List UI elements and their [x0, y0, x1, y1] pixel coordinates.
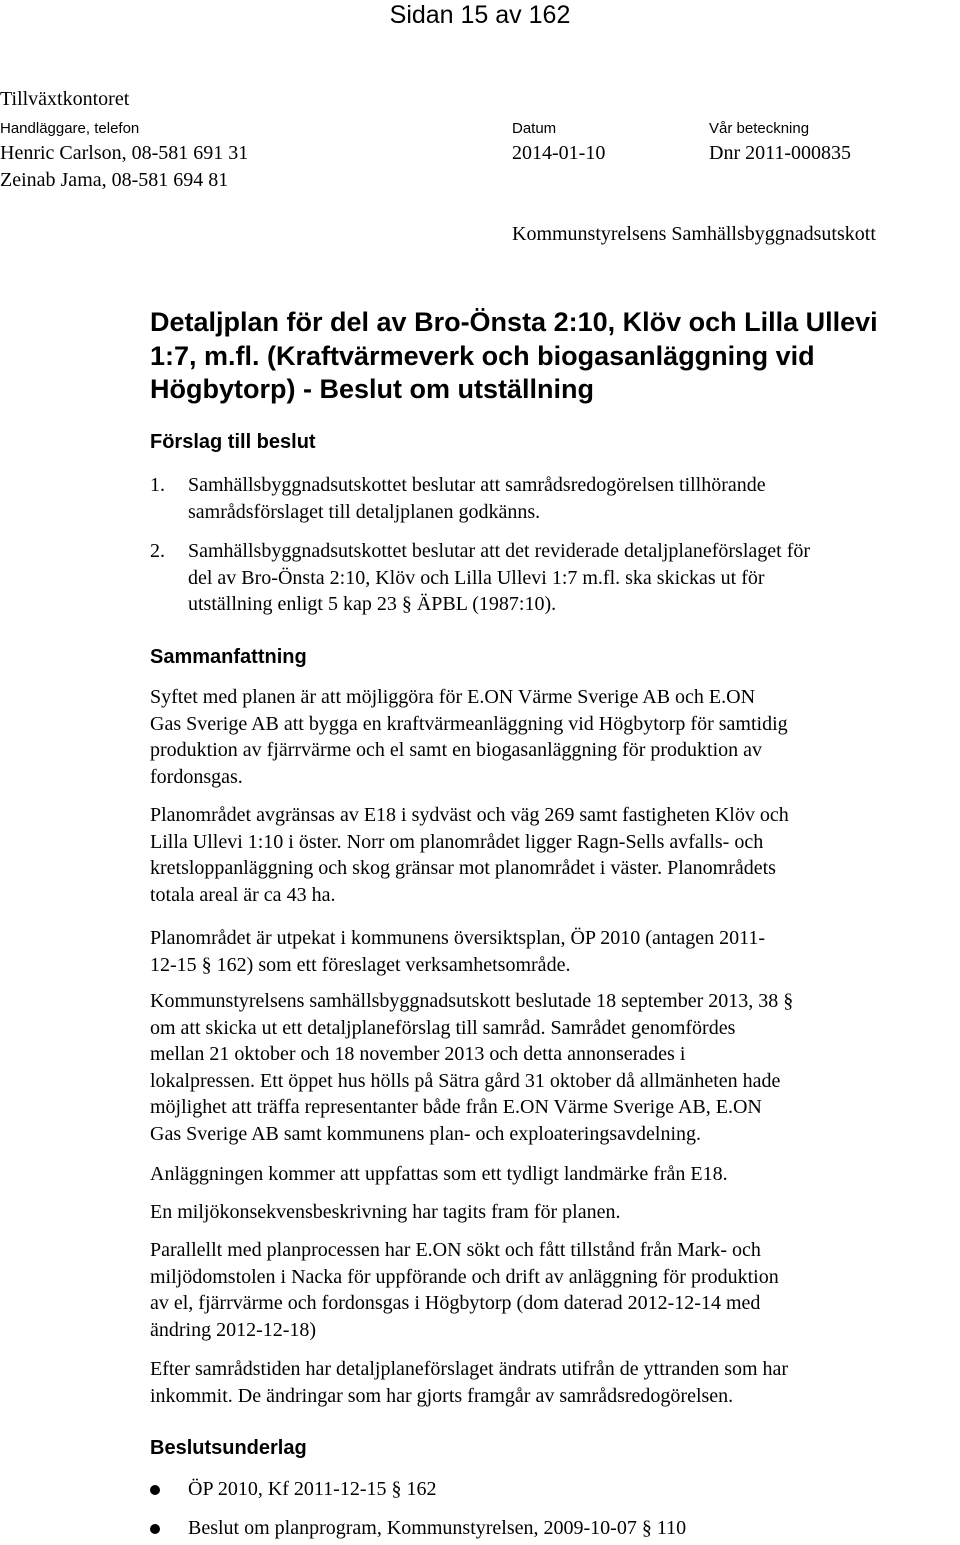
paragraph-line: Kommunstyrelsens samhällsbyggnadsutskott beslutade 18 september 2013, 38 § — [150, 990, 794, 1012]
paragraph-line: mellan 21 oktober och 18 november 2013 och detta annonserades i — [150, 1043, 686, 1065]
basis-item: Beslut om planprogram, Kommunstyrelsen, 2009-10-07 § 110 — [188, 1517, 687, 1539]
handlaggare-label: Handläggare, telefon — [0, 120, 140, 137]
handlaggare-1: Henric Carlson, 08-581 691 31 — [0, 142, 249, 164]
paragraph-line: Lilla Ullevi 1:10 i öster. Norr om planområdet ligger Ragn-Sells avfalls- och — [150, 830, 764, 853]
summary-paragraph — [150, 925, 950, 978]
paragraph-line: fordonsgas. — [150, 765, 243, 788]
paragraph-line: Anläggningen kommer att uppfattas som ett tydligt landmärke från E18. — [150, 1163, 728, 1185]
page-number: Sidan 15 av 162 — [389, 1, 571, 29]
basis-heading: Beslutsunderlag — [150, 1437, 307, 1459]
paragraph-line: av el, fjärrvärme och fordonsgas i Högbytorp (dom daterad 2012-12-14 med — [150, 1292, 761, 1314]
proposal-item-1 — [188, 472, 958, 525]
proposal-number-1: 1. — [150, 474, 165, 496]
bullet-icon — [150, 1485, 160, 1495]
summary-paragraph — [150, 988, 950, 1147]
handlaggare-2: Zeinab Jama, 08-581 694 81 — [0, 169, 229, 191]
summary-paragraph — [150, 802, 950, 908]
summary-heading: Sammanfattning — [150, 646, 307, 668]
paragraph-line: produktion av fjärrvärme och el samt en biogasanläggning för produktion av — [150, 739, 763, 761]
proposal-number-2: 2. — [150, 540, 165, 562]
proposal-item-2-line: Samhällsbyggnadsutskottet beslutar att det reviderade detaljplaneförslaget för — [188, 540, 811, 562]
proposal-item-1-line: Samhällsbyggnadsutskottet beslutar att samrådsredogörelsen tillhörande — [188, 474, 766, 496]
paragraph-line: Planområdet avgränsas av E18 i sydväst och väg 269 samt fastigheten Klöv och — [150, 804, 789, 826]
beteckning-label: Vår beteckning — [709, 120, 810, 137]
bullet-icon — [150, 1524, 160, 1534]
summary-paragraph — [150, 1161, 950, 1188]
paragraph-line: En miljökonsekvensbeskrivning har tagits fram för planen. — [150, 1201, 621, 1223]
summary-paragraph — [150, 684, 950, 790]
paragraph-line: möjlighet att träffa representanter både från E.ON Värme Sverige AB, E.ON — [150, 1096, 762, 1118]
proposal-heading: Förslag till beslut — [150, 431, 316, 453]
paragraph-line: ändring 2012-12-18) — [150, 1318, 317, 1341]
office-name: Tillväxtkontoret — [0, 88, 130, 110]
paragraph-line: totala areal är ca 43 ha. — [150, 883, 336, 906]
paragraph-line: Planområdet är utpekat i kommunens översiktsplan, ÖP 2010 (antagen 2011- — [150, 927, 766, 949]
recipient: Kommunstyrelsens Samhällsbyggnadsutskott — [512, 223, 876, 245]
datum-label: Datum — [512, 120, 557, 137]
summary-paragraph — [150, 1237, 950, 1343]
datum-value: 2014-01-10 — [512, 142, 606, 164]
proposal-item-1-line: samrådsförslaget till detaljplanen godkänns. — [188, 500, 541, 523]
paragraph-line: Parallellt med planprocessen har E.ON sökt och fått tillstånd från Mark- och — [150, 1239, 761, 1261]
beteckning-value: Dnr 2011-000835 — [709, 142, 852, 164]
paragraph-line: Gas Sverige AB att bygga en kraftvärmeanläggning vid Högbytorp för samtidig — [150, 712, 788, 735]
paragraph-line: inkommit. De ändringar som har gjorts framgår av samrådsredogörelsen. — [150, 1384, 734, 1407]
proposal-item-2-line: del av Bro-Önsta 2:10, Klöv och Lilla Ullevi 1:7 m.fl. ska skickas ut för — [188, 566, 765, 589]
paragraph-line: lokalpressen. Ett öppet hus hölls på Sätra gård 31 oktober då allmänheten hade — [150, 1069, 781, 1092]
title-line-1: Detaljplan för del av Bro-Önsta 2:10, Klöv och Lilla Ullevi — [150, 307, 878, 337]
summary-paragraph — [150, 1199, 950, 1226]
paragraph-line: Syftet med planen är att möjliggöra för E.ON Värme Sverige AB och E.ON — [150, 686, 756, 708]
paragraph-line: miljödomstolen i Nacka för uppförande och drift av anläggning för produktion — [150, 1265, 779, 1288]
proposal-item-2-line: utställning enligt 5 kap 23 § ÄPBL (1987:10). — [188, 593, 557, 615]
summary-paragraph — [150, 1356, 950, 1409]
paragraph-line: kretsloppanläggning och skog gränsar mot planområdet i väster. Planområdets — [150, 857, 776, 879]
paragraph-line: Efter samrådstiden har detaljplaneförslaget ändrats utifrån de yttranden som har — [150, 1358, 789, 1380]
paragraph-line: om att skicka ut ett detaljplaneförslag till samråd. Samrådet genomfördes — [150, 1016, 736, 1039]
title-line-2: 1:7, m.fl. (Kraftvärmeverk och biogasanläggning vid — [150, 341, 815, 371]
paragraph-line: 12-15 § 162) som ett föreslaget verksamhetsområde. — [150, 953, 571, 976]
basis-item: ÖP 2010, Kf 2011-12-15 § 162 — [188, 1478, 437, 1500]
proposal-item-2 — [188, 538, 958, 618]
paragraph-line: Gas Sverige AB samt kommunens plan- och exploateringsavdelning. — [150, 1122, 702, 1145]
title-line-3: Högbytorp) - Beslut om utställning — [150, 374, 594, 404]
